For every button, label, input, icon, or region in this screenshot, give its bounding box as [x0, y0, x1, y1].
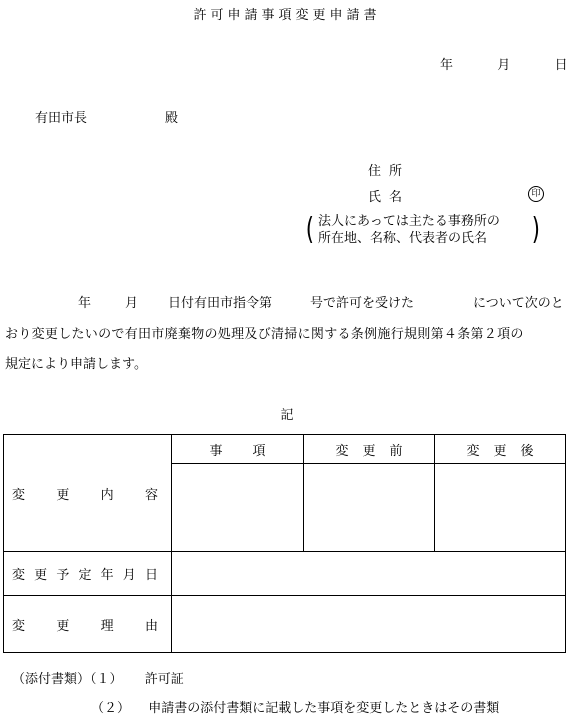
body-month: 月 [125, 296, 139, 311]
attachment-item-2: 申請書の添付書類に記載した事項を変更したときはその書類 [148, 701, 500, 716]
body-line-3: 規定により申請します。 [5, 357, 147, 372]
after-value-cell[interactable] [435, 464, 566, 552]
attachment-item-2-no: （２） [91, 701, 131, 716]
reason-label-cell: 変 更 理 由 [4, 596, 172, 653]
date-year: 年 [440, 58, 454, 73]
body-tail: について次のと [473, 296, 564, 311]
item-value-cell[interactable] [172, 464, 304, 552]
name-label: 氏名 [368, 190, 411, 205]
attachment-item-1: 許可証 [144, 672, 184, 687]
body-dated: 日付有田市指令第 [168, 296, 273, 311]
address-label: 住所 [368, 164, 411, 179]
ki-heading: 記 [280, 408, 294, 423]
reason-value-cell[interactable] [172, 596, 566, 653]
change-content-label-cell: 変 更 内 容 [4, 435, 172, 552]
corp-note-line2: 所在地、名称、代表者の氏名 [318, 231, 488, 246]
close-paren: ) [531, 212, 540, 247]
attachment-line-2 [91, 697, 499, 716]
header-item: 事 項 [172, 435, 304, 464]
before-value-cell[interactable] [304, 464, 435, 552]
body-number: 号で許可を受けた [310, 296, 415, 311]
header-after: 変 更 後 [435, 435, 566, 464]
date-line [440, 54, 568, 73]
scheduled-date-value-cell[interactable] [172, 552, 566, 596]
scheduled-date-label-cell: 変 更 予 定 年 月 日 [4, 552, 172, 596]
header-before: 変 更 前 [304, 435, 435, 464]
open-paren: ( [305, 212, 314, 247]
attachment-heading: （添付書類）（１） [12, 672, 123, 687]
date-day: 日 [554, 58, 568, 73]
seal-mark: 印 [528, 186, 544, 202]
corporation-note [305, 212, 540, 247]
corp-note-line1: 法人にあっては主たる事務所の [318, 214, 500, 229]
body-year: 年 [78, 296, 92, 311]
change-detail-table [3, 434, 566, 653]
recipient-honorific: 殿 [165, 111, 179, 126]
date-month: 月 [497, 58, 511, 73]
attachment-line-1 [12, 668, 184, 687]
body-line-2: おり変更したいので有田市廃棄物の処理及び清掃に関する条例施行規則第４条第２項の [5, 327, 524, 342]
document-title: 許可申請事項変更申請書 [193, 8, 381, 23]
recipient-name: 有田市長 [35, 111, 88, 126]
